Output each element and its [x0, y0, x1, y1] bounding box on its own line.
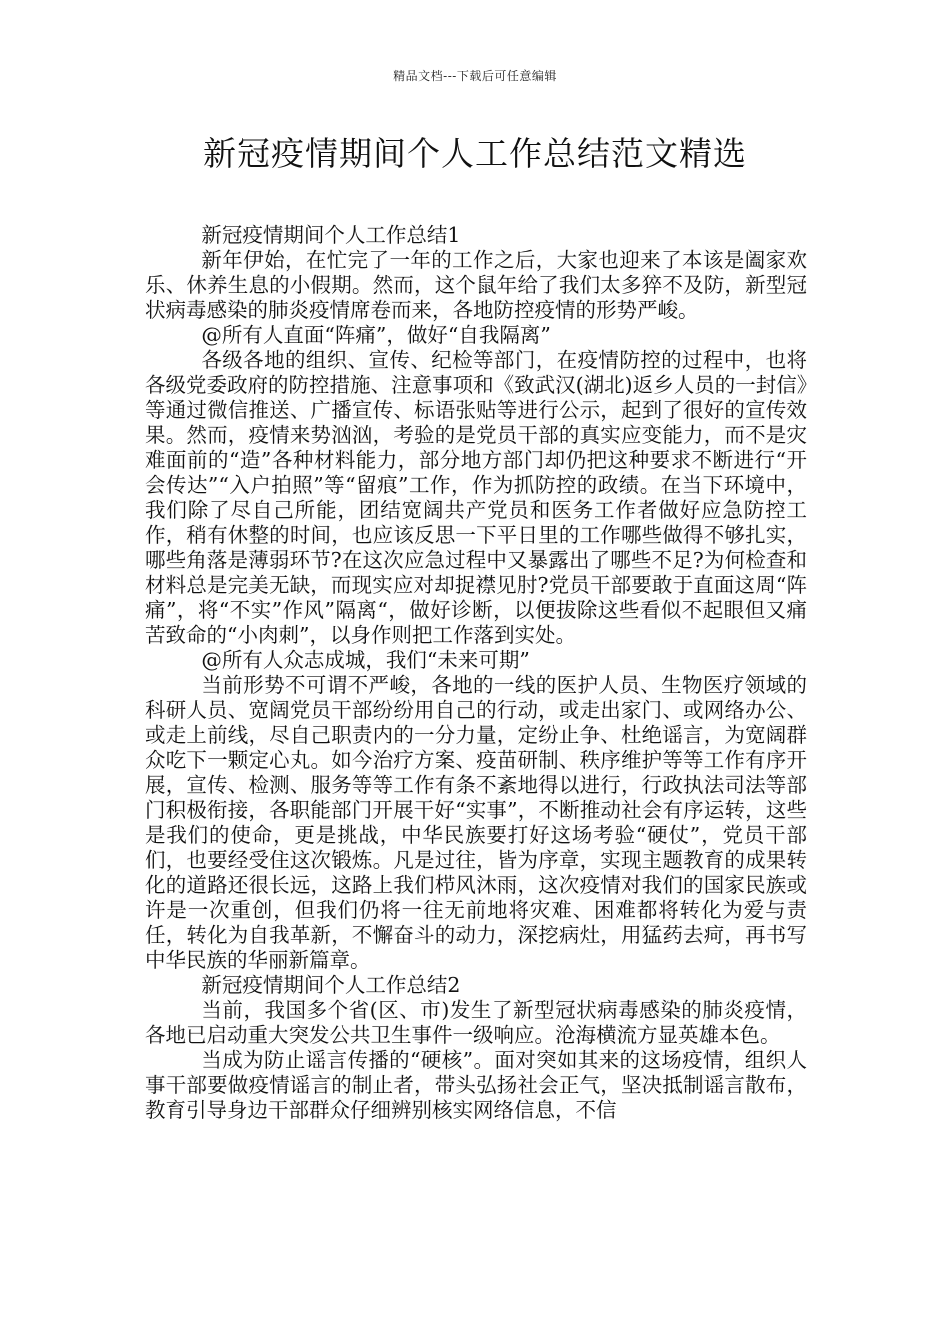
- document-body: [145, 223, 807, 1123]
- subheading-future: @所有人众志成城，我们“未来可期”: [201, 648, 530, 672]
- body-paragraph: 新年伊始，在忙完了一年的工作之后，大家也迎来了本该是阖家欢乐、休养生息的小假期。然而，这个鼠年给了我们太多猝不及防，新型冠状病毒感染的肺炎疫情席卷而来，各地防控疫情的形势严峻。: [145, 248, 807, 322]
- document-title: 新冠疫情期间个人工作总结范文精选: [203, 134, 747, 173]
- page-header: 精品文档---下载后可任意编辑: [393, 69, 557, 83]
- body-paragraph: 当成为防止谣言传播的“硬核”。面对突如其来的这场疫情，组织人事干部要做疫情谣言的制止者，带头弘扬社会正气，坚决抵制谣言散布，教育引导身边干部群众仔细辨别核实网络信息，不信: [145, 1048, 807, 1122]
- body-paragraph: 当前，我国多个省(区、市)发生了新型冠状病毒感染的肺炎疫情，各地已启动重大突发公共卫生事件一级响应。沧海横流方显英雄本色。: [145, 998, 807, 1047]
- section-heading-1: 新冠疫情期间个人工作总结1: [201, 223, 461, 247]
- body-paragraph: 当前形势不可谓不严峻，各地的一线的医护人员、生物医疗领域的科研人员、宽阔党员干部纷纷用自己的行动，或走出家门、或网络办公、或走上前线，尽自己职责内的一分力量，定纷止争、杜绝谣言，为宽阔群众吃下一颗定心丸。如今治疗方案、疫苗研制、秩序维护等等工作有序开展，宣传、检测、服务等等工作有条不紊地得以进行，行政执法司法等部门积极衔接，各职能部门开展干好“实事”，不断推动社会有序运转，这些是我们的使命，更是挑战，中华民族要打好这场考验“硬仗”，党员干部们，也要经受住这次锻炼。凡是过往，皆为序章，实现主题教育的成果转化的道路还很长远，这路上我们栉风沐雨，这次疫情对我们的国家民族或许是一次重创，但我们仍将一往无前地将灾难、困难都将转化为爱与责任，转化为自我革新，不懈奋斗的动力，深挖病灶，用猛药去疴，再书写中华民族的华丽新篇章。: [145, 673, 807, 972]
- body-paragraph: 各级各地的组织、宣传、纪检等部门，在疫情防控的过程中，也将各级党委政府的防控措施、注意事项和《致武汉(湖北)返乡人员的一封信》等通过微信推送、广播宣传、标语张贴等进行公示，起到了很好的宣传效果。然而，疫情来势汹汹，考验的是党员干部的真实应变能力，而不是灾难面前的“造”各种材料能力，部分地方部门却仍把这种要求不断进行“开会传达”“入户拍照”等“留痕”工作，作为抓防控的政绩。在当下环境中，我们除了尽自己所能，团结宽阔共产党员和医务工作者做好应急防控工作，稍有休整的时间，也应该反思一下平日里的工作哪些做得不够扎实，哪些角落是薄弱环节?在这次应急过程中又暴露出了哪些不足?为何检查和材料总是完美无缺，而现实应对却捉襟见肘?党员干部要敢于直面这周“阵痛”，将“不实”作风”隔离“，做好诊断，以便拔除这些看似不起眼但又痛苦致命的“小肉刺”，以身作则把工作落到实处。: [145, 348, 807, 647]
- subheading-confront-pain: @所有人直面“阵痛”，做好“自我隔离”: [201, 323, 551, 347]
- section-heading-2: 新冠疫情期间个人工作总结2: [201, 973, 461, 997]
